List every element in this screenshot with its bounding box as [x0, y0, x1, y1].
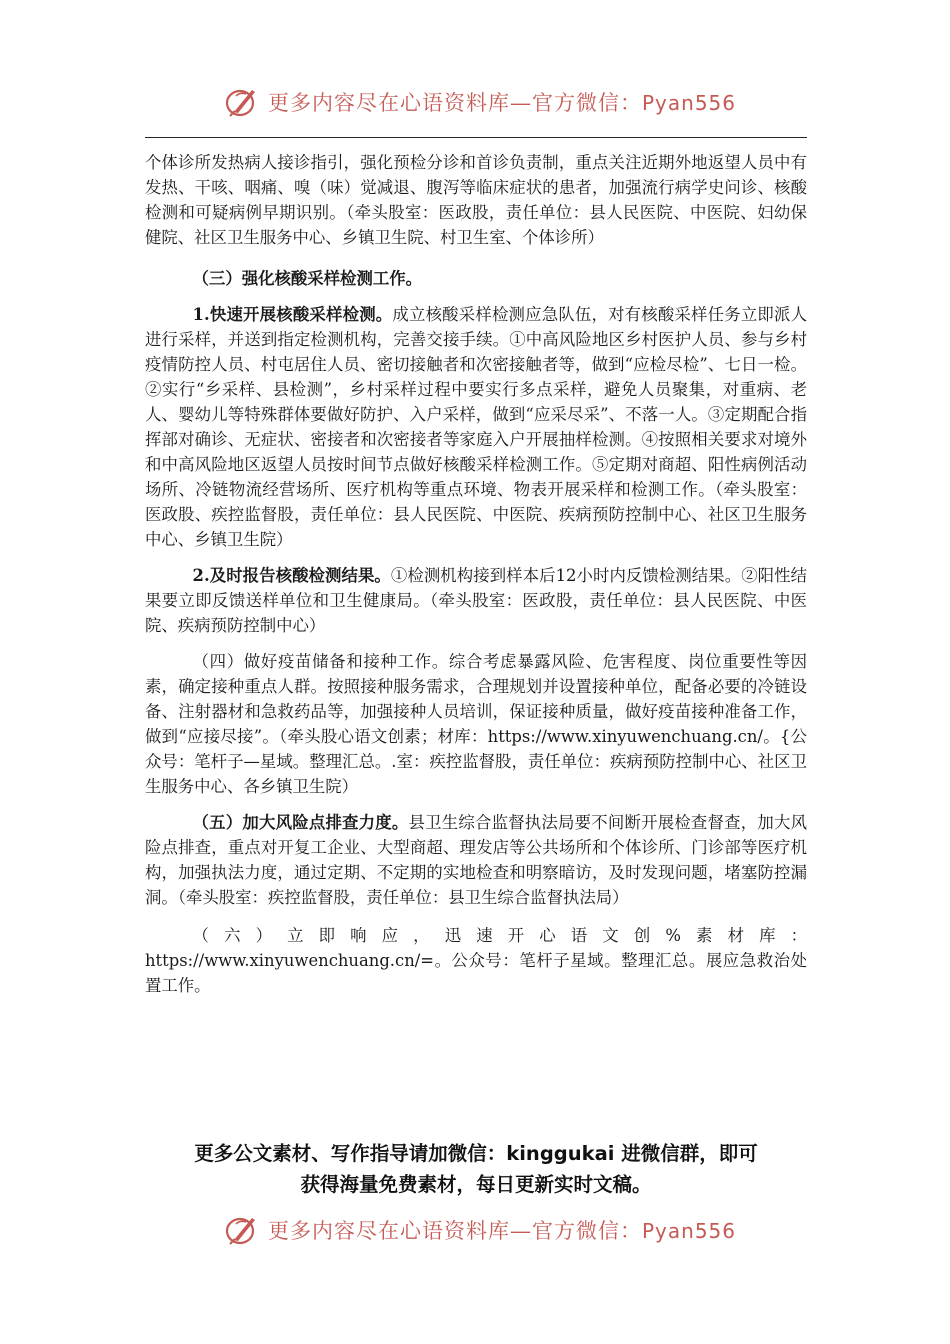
- item-heading-1: 1.快速开展核酸采样检测。: [192, 305, 393, 324]
- document-body: [145, 150, 807, 998]
- paragraph-nucleic-sampling: 1.快速开展核酸采样检测。成立核酸采样检测应急队伍，对有核酸采样任务立即派人进行采样，并送到指定检测机构，完善交接手续。①中高风险地区乡村医护人员、参与乡村疫情防控人员、村屯居住人员、密切接触者和次密接触者等，做到“应检尽检”、七日一检。②实行“乡采样、县检测”，乡村采样过程中要实行多点采样，避免人员聚集，对重病、老人、婴幼儿等特殊群体要做好防护、入户采样，做到“应采尽采”、不落一人。③定期配合指挥部对确诊、无症状、密接者和次密接者等家庭入户开展抽样检测。④按照相关要求对境外和中高风险地区返望人员按时间节点做好核酸采样检测工作。⑤定期对商超、阳性病例活动场所、冷链物流经营场所、医疗机构等重点环境、物表开展采样和检测工作。（牵头股室：医政股、疾控监督股，责任单位：县人民医院、中医院、疾病预防控制中心、社区卫生服务中心、乡镇卫生院）: [145, 305, 807, 549]
- paragraph-vaccine: （四）做好疫苗储备和接种工作。综合考虑暴露风险、危害程度、岗位重要性等因素，确定接种重点人群。按照接种服务需求，合理规划并设置接种单位，配备必要的冷链设备、注射器材和急救药品等，加强接种人员培训，保证接种质量，做好疫苗接种准备工作，做到“应接尽接”。（牵头股心语文创素；材库：https://www.xinyuwenchuang.cn/。{公众号：笔杆子—星域。整理汇总。.室：疾控监督股，责任单位：疾病预防控制中心、社区卫生服务中心、各乡镇卫生院）: [145, 652, 807, 796]
- quill-pen-logo-icon: [222, 82, 262, 122]
- section-heading-3: （三）强化核酸采样检测工作。: [192, 269, 423, 288]
- header-banner-text: 更多内容尽在心语资料库—官方微信：Pyan556: [268, 91, 737, 115]
- item-heading-2: 2.及时报告核酸检测结果。: [192, 566, 391, 585]
- paragraph-report-results: 2.及时报告核酸检测结果。①检测机构接到样本后12小时内反馈检测结果。②阳性结果要立即反馈送样单位和卫生健康局。（牵头股室：医政股，责任单位：县人民医院、中医院、疾病预防控制中心）: [145, 566, 807, 635]
- footer-banner-text: 更多内容尽在心语资料库—官方微信：Pyan556: [268, 1219, 737, 1243]
- header-banner: [0, 80, 950, 124]
- section-heading-5: （五）加大风险点排查力度。: [192, 813, 409, 832]
- quill-pen-logo-icon: [222, 1210, 262, 1250]
- paragraph-risk-check: （五）加大风险点排查力度。县卫生综合监督执法局要不间断开展检查督查，加大风险点排查，重点对开复工企业、大型商超、理发店等公共场所和个体诊所、门诊部等医疗机构，加强执法力度，通过定期、不定期的实地检查和明察暗访，及时发现问题，堵塞防控漏洞。（牵头股室：疾控监督股，责任单位：县卫生综合监督执法局）: [145, 813, 808, 907]
- cta-line-2: 获得海量免费素材，每日更新实时文稿。: [300, 1173, 652, 1196]
- footer-call-to-action: [145, 1138, 807, 1200]
- paragraph-continuation: 个体诊所发热病人接诊指引，强化预检分诊和首诊负责制，重点关注近期外地返望人员中有发热、干咳、咽痛、嗅（味）觉减退、腹泻等临床症状的患者，加强流行病学史问诊、核酸检测和可疑病例早期识别。（牵头股室：医政股，责任单位：县人民医院、中医院、妇幼保健院、社区卫生服务中心、乡镇卫生院、村卫生室、个体诊所）: [145, 153, 807, 247]
- paragraph-emergency: （六）立即响应，迅速开心语文创%素材库：https://www.xinyuwenchuang.cn/=。公众号：笔杆子星域。整理汇总。展应急救治处置工作。: [145, 926, 807, 995]
- footer-banner: [0, 1208, 950, 1252]
- header-divider: [145, 137, 807, 138]
- cta-line-1: 更多公文素材、写作指导请加微信：kinggukai 进微信群，即可: [194, 1142, 758, 1165]
